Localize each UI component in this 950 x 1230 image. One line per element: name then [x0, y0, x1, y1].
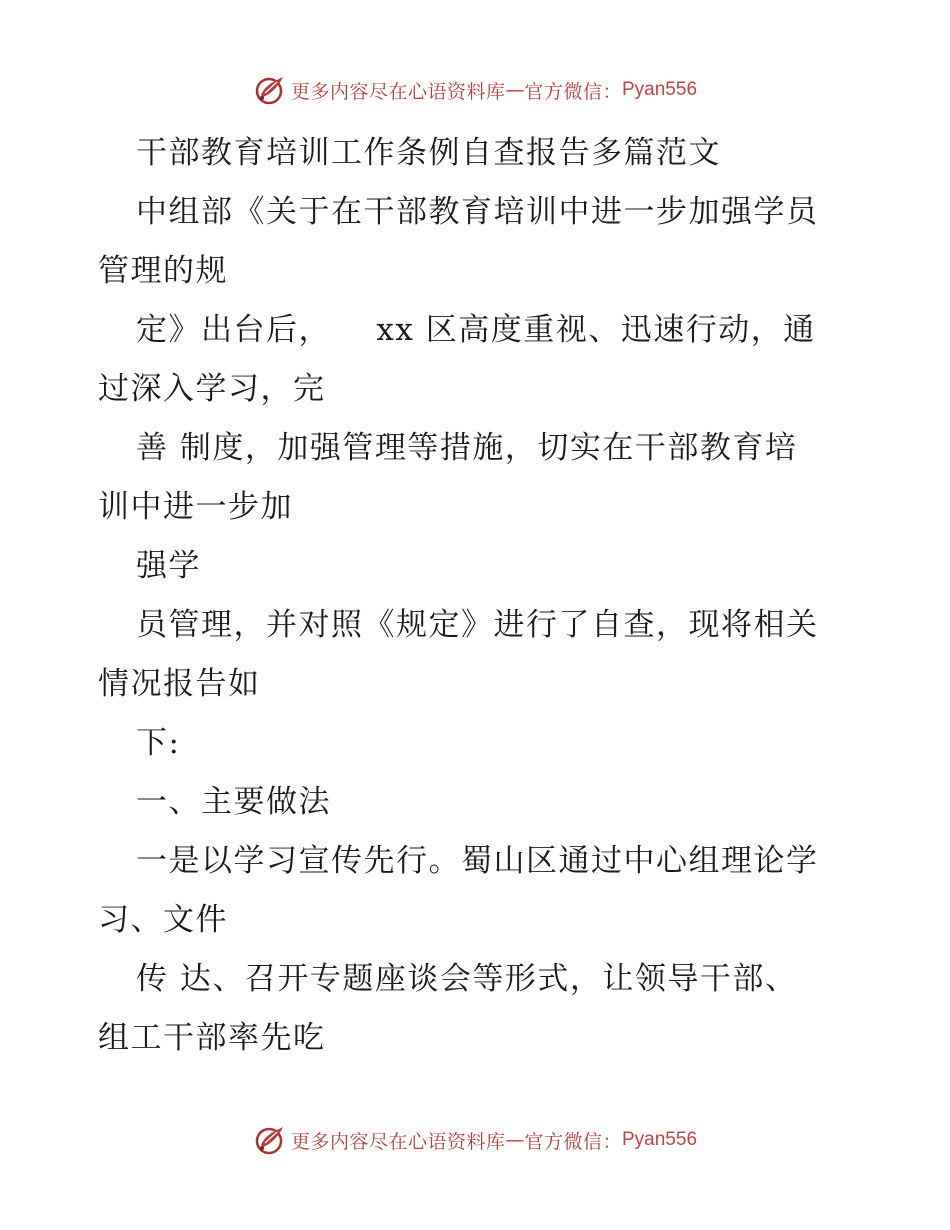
paragraph-line: 员管理，并对照《规定》进行了自查，现将相关 [136, 607, 819, 643]
paragraph-line: 情况报告如 [98, 666, 261, 702]
watermark-header [0, 70, 950, 110]
document-title: 干部教育培训工作条例自查报告多篇范文 [136, 135, 721, 171]
watermark-dash: — [505, 1129, 525, 1151]
paragraph-line: 强学 [136, 548, 201, 584]
paragraph-line: 组工干部率先吃 [98, 1020, 326, 1056]
watermark-slogan: 更多内容尽在心语资料库 [290, 1130, 506, 1153]
watermark-footer [0, 1120, 950, 1160]
pen-logo-icon [253, 1123, 287, 1157]
watermark-label: 官方微信： [524, 80, 622, 103]
paragraph-line: 定》出台后， xx 区高度重视、迅速行动，通 [136, 312, 816, 348]
paragraph-line: 一是以学习宣传先行。蜀山区通过中心组理论学 [136, 843, 819, 879]
watermark-label: 官方微信： [524, 1130, 622, 1153]
paragraph-line: 管理的规 [98, 253, 228, 289]
pen-logo-icon [253, 73, 287, 107]
paragraph-line: 善 制度，加强管理等措施，切实在干部教育培 [136, 430, 798, 466]
paragraph-line: 习、文件 [98, 902, 228, 938]
paragraph-line: 训中进一步加 [98, 489, 293, 525]
paragraph-line: 传 达、召开专题座谈会等形式，让领导干部、 [136, 961, 798, 997]
paragraph-line: 过深入学习，完 [98, 371, 326, 407]
paragraph-line: 中组部《关于在干部教育培训中进一步加强学员 [136, 194, 819, 230]
watermark-account: Pyan556 [622, 79, 698, 100]
watermark-slogan: 更多内容尽在心语资料库 [290, 80, 506, 103]
document-body [98, 124, 858, 1068]
watermark-account: Pyan556 [622, 1129, 698, 1150]
section-heading: 一、主要做法 [136, 784, 331, 820]
watermark-dash: — [505, 79, 525, 101]
paragraph-line: 下: [136, 725, 181, 761]
